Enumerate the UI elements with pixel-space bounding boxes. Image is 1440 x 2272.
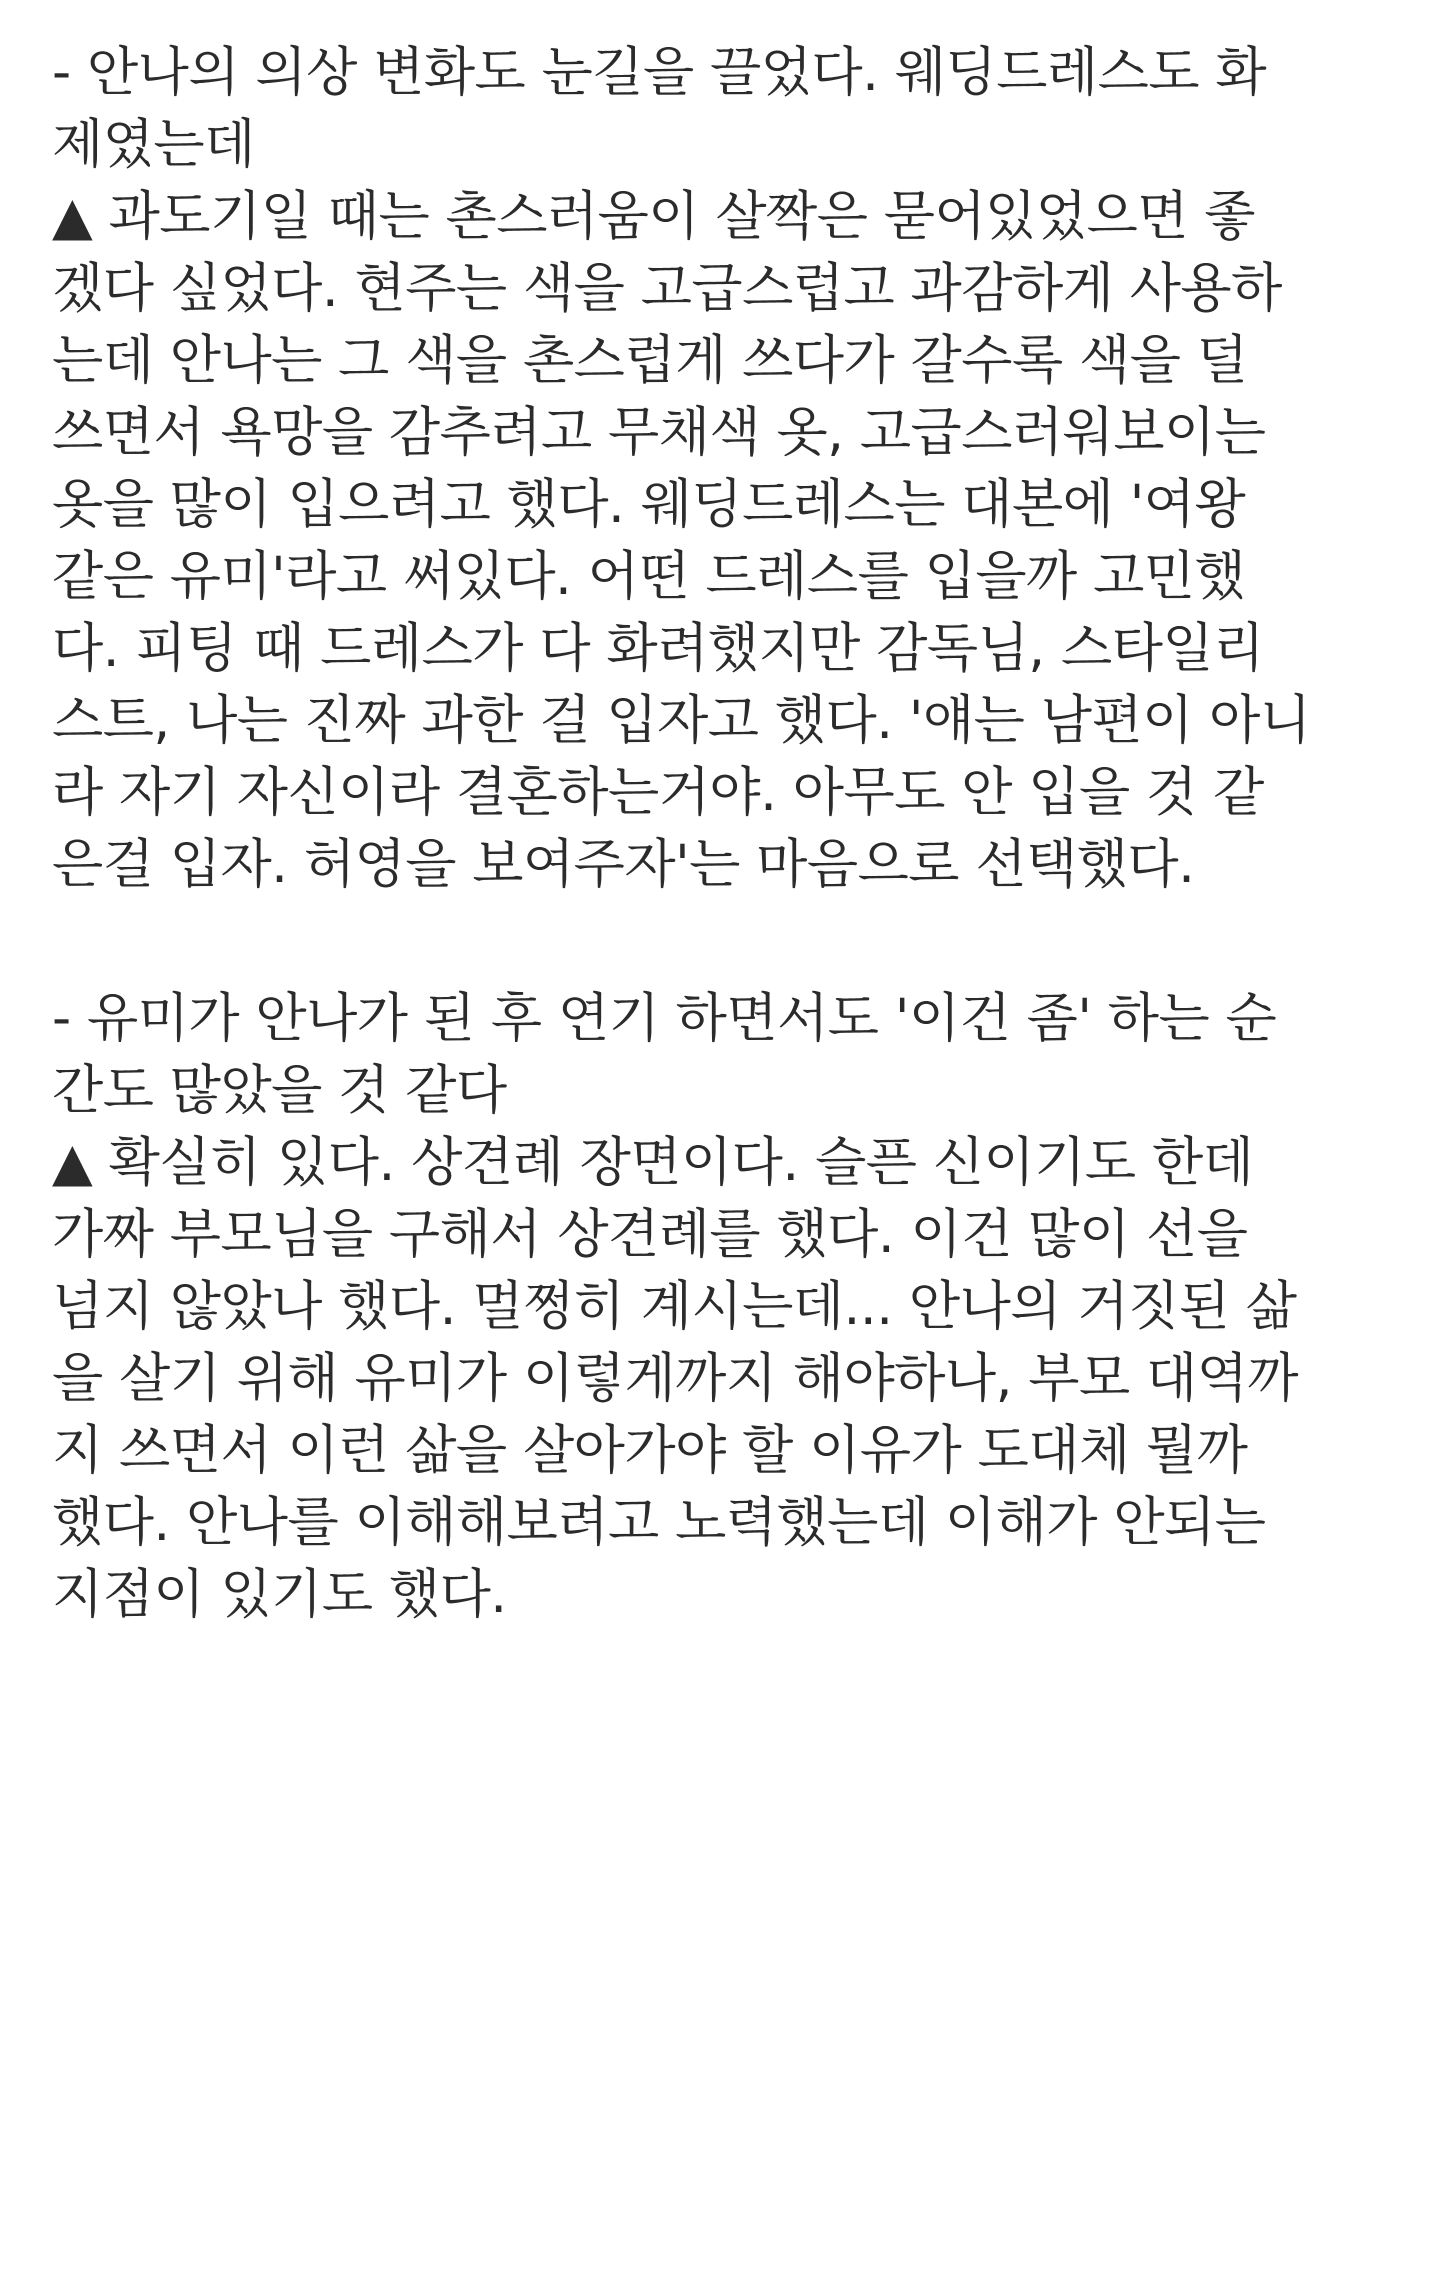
answer-line: 지 쓰면서 이런 삶을 살아가야 할 이유가 도대체 뭘까: [52, 1420, 1248, 1481]
answer-text: 확실히 있다. 상견례 장면이다. 슬픈 신이기도 한데: [92, 1132, 1254, 1193]
question-line: 간도 많았을 것 같다: [52, 1060, 507, 1121]
answer-text: 과도기일 때는 촌스러움이 살짝은 묻어있었으면 좋: [92, 186, 1256, 247]
answer-line-first: [52, 182, 1255, 252]
answer-line: 스트, 나는 진짜 과한 걸 입자고 했다. '얘는 남편이 아니: [52, 690, 1311, 751]
answer-line: 다. 피팅 때 드레스가 다 화려했지만 감독님, 스타일리: [52, 618, 1264, 679]
answer-line: 지점이 있기도 했다.: [52, 1564, 507, 1625]
answer-line-first: [52, 1128, 1253, 1198]
question-line: - 유미가 안나가 된 후 연기 하면서도 '이건 좀' 하는 순: [52, 988, 1277, 1049]
answer-line: 을 살기 위해 유미가 이렇게까지 해야하나, 부모 대역까: [52, 1348, 1299, 1409]
triangle-marker-icon: ▲: [52, 1132, 93, 1193]
answer-line: 라 자기 자신이라 결혼하는거야. 아무도 안 입을 것 같: [52, 762, 1264, 823]
answer-line: 쓰면서 욕망을 감추려고 무채색 옷, 고급스러워보이는: [52, 402, 1266, 463]
question-line: - 안나의 의상 변화도 눈길을 끌었다. 웨딩드레스도 화: [52, 42, 1267, 103]
answer-line: 은걸 입자. 허영을 보여주자'는 마음으로 선택했다.: [52, 834, 1195, 895]
answer-line: 겠다 싶었다. 현주는 색을 고급스럽고 과감하게 사용하: [52, 258, 1282, 319]
answer-line: 는데 안나는 그 색을 촌스럽게 쓰다가 갈수록 색을 덜: [52, 330, 1248, 391]
question-line: 제였는데: [52, 114, 255, 175]
answer-line: 같은 유미'라고 써있다. 어떤 드레스를 입을까 고민했: [52, 546, 1246, 607]
answer-line: 넘지 않았나 했다. 멀쩡히 계시는데... 안나의 거짓된 삶: [52, 1276, 1297, 1337]
answer-line: 했다. 안나를 이해해보려고 노력했는데 이해가 안되는: [52, 1492, 1266, 1553]
answer-line: 옷을 많이 입으려고 했다. 웨딩드레스는 대본에 '여왕: [52, 474, 1246, 535]
answer-line: 가짜 부모님을 구해서 상견례를 했다. 이건 많이 선을: [52, 1204, 1248, 1265]
triangle-marker-icon: ▲: [52, 186, 93, 247]
